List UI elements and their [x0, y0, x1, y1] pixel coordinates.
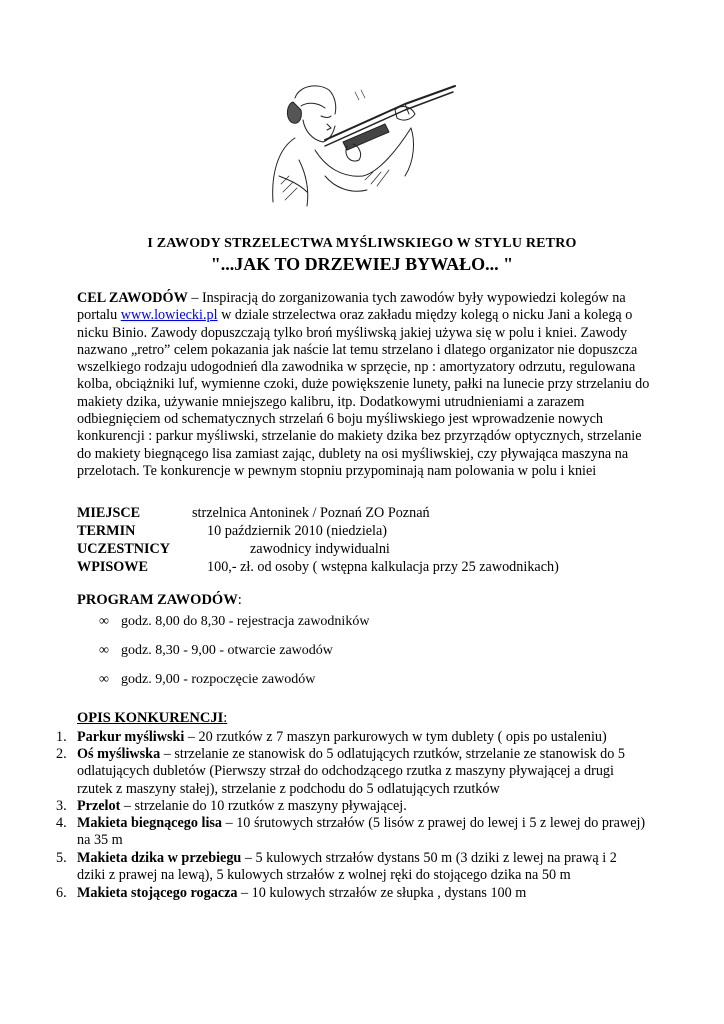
info-value-miejsce: strzelnica Antoninek / Poznań ZO Poznań [192, 505, 430, 521]
competition-number: 4. [56, 815, 67, 831]
competition-name: Parkur myśliwski [77, 729, 185, 745]
opis-heading-text: OPIS KONKURENCJI [77, 710, 224, 726]
title-line-1: I ZAWODY STRZELECTWA MYŚLIWSKIEGO W STYLU RETRO [147, 236, 577, 251]
competition-item [56, 746, 646, 798]
competition-name: Przelot [77, 798, 121, 814]
competition-name: Makieta dzika w przebiegu [77, 850, 242, 866]
info-key-miejsce: MIEJSCE [77, 505, 141, 521]
title-line-2: "...JAK TO DRZEWIEJ BYWAŁO... " [210, 254, 514, 274]
competition-desc: – 10 śrutowych strzałów (5 lisów z prawej do lewej i 5 z lewej do prawej) na 35 m [77, 815, 646, 849]
program-item [99, 614, 369, 630]
competition-number: 5. [56, 850, 67, 866]
competition-name: Makieta stojącego rogacza [77, 885, 238, 901]
portal-link[interactable]: www.lowiecki.pl [120, 307, 218, 324]
competition-number: 1. [56, 729, 67, 745]
program-item-text: godz. 9,00 - rozpoczęcie zawodów [121, 672, 316, 687]
program-heading-text: PROGRAM ZAWODÓW [77, 592, 238, 608]
program-heading: PROGRAM ZAWODÓW: [77, 592, 242, 608]
program-item-text: godz. 8,30 - 9,00 - otwarcie zawodów [121, 643, 333, 658]
info-value-wpisowe: 100,- zł. od osoby ( wstępna kalkulacja przy 25 zawodnikach) [207, 559, 559, 575]
program-item [99, 643, 333, 659]
competition-item [56, 850, 646, 885]
program-item-text: godz. 8,00 do 8,30 - rejestracja zawodników [121, 614, 370, 629]
infinity-bullet-icon: ∞ [99, 672, 109, 687]
infinity-bullet-icon: ∞ [99, 614, 109, 629]
competition-item [56, 815, 646, 850]
program-item [99, 672, 315, 688]
competition-number: 3. [56, 798, 67, 814]
competition-number: 2. [56, 746, 67, 762]
info-value-termin: 10 październik 2010 (niedziela) [207, 523, 388, 539]
hunter-shooting-illustration [255, 80, 465, 212]
info-value-uczestnicy: zawodnicy indywidualni [250, 541, 390, 557]
opis-heading: OPIS KONKURENCJI: [77, 710, 228, 726]
info-key-uczestnicy: UCZESTNICY [77, 541, 171, 557]
intro-label: CEL ZAWODÓW [77, 290, 188, 306]
competition-desc: – 20 rzutków z 7 maszyn parkurowych w tym dublety ( opis po ustaleniu) [184, 729, 607, 745]
intro-text-2: w dziale strzelectwa oraz zakładu między kolegą o nicku Jani a kolegą o nicku Binio. Zawody dopuszczają tylko broń myśliwską jakiej używa się w polu i kniei. Zawody nazwano „retro” celem pokazania jak naście lat temu strzelano i dlatego organizator nie dopuszcza wszelkiego rodzaju udogodnień dla zawodnika w sprzęcie, np : amortyzatory odrzutu, regulowana kolba, obciążniki luf, wymienne czoki, duże powiększenie lunety, pałki na lunecie przy strzelaniu do makiety dzika, używanie mniejszego kalibru, itp. Dodatkowymi utrudnieniami a zarazem odbiegnięciem od schematycznych strzelań 6 boju myśliwskiego jest wprowadzenie nowych konkurencji : parkur myśliwski, strzelanie do makiety dzika bez przyrządów optycznych, strzelanie do makiety biegnącego lisa zamiast zając, dublety na osi myśliwskiej, czy pływająca maszyna na przelotach. Te konkurencje w pewnym stopniu przypominają nam polowania w polu i kniei [77, 307, 650, 479]
info-key-wpisowe: WPISOWE [77, 559, 148, 575]
competition-item [56, 798, 646, 815]
info-key-termin: TERMIN [77, 523, 136, 539]
competition-desc: – strzelanie do 10 rzutków z maszyny pływającej. [120, 798, 407, 814]
intro-text-1: – Inspiracją do zorganizowania tych zawodów były wypowiedzi kolegów na portalu [77, 290, 626, 324]
competition-number: 6. [56, 885, 67, 901]
competition-desc: – 10 kulowych strzałów ze słupka , dystans 100 m [237, 885, 527, 901]
competition-item [56, 885, 646, 902]
competition-item [56, 729, 646, 746]
competition-name: Makieta biegnącego lisa [77, 815, 223, 831]
intro-paragraph [77, 290, 652, 480]
competition-name: Oś myśliwska [77, 746, 161, 762]
infinity-bullet-icon: ∞ [99, 643, 109, 658]
competition-desc: – strzelanie ze stanowisk do 5 odlatujących rzutków, strzelanie ze stanowisk do 5 odlatujących dubletów (Pierwszy strzał do odchodzącego rzutka z maszyny pływającej a drugi rzutek z maszyny stałej), strzelanie z podchodu do 5 odlatujących rzutków [77, 746, 625, 797]
competition-desc: – 5 kulowych strzałów dystans 50 m (3 dziki z lewej na prawą i 2 dziki z prawej na lewą), 5 kulowych strzałów z wolnej ręki do stojącego dzika na 50 m [77, 850, 617, 884]
